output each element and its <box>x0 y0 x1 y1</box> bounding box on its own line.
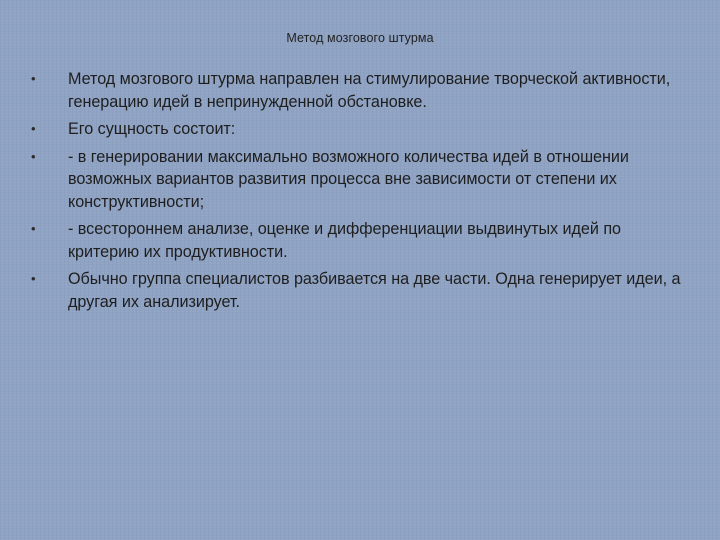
bullet-item <box>31 118 691 141</box>
bullet-icon: • <box>31 71 36 86</box>
bullet-text: Его сущность состоит: <box>68 120 236 138</box>
bullet-item <box>31 268 691 313</box>
bullet-text: - в генерировании максимально возможного количества идей в отношении возможных вариантов развития процесса вне зависимости от степени их конструктивности; <box>68 147 629 211</box>
bullet-icon: • <box>31 271 36 286</box>
bullet-item <box>31 218 691 263</box>
bullet-icon: • <box>31 221 36 236</box>
bullet-text: Метод мозгового штурма направлен на стимулирование творческой активности, генерацию идей в непринужденной обстановке. <box>68 70 671 111</box>
bullet-item <box>31 68 691 113</box>
bullet-text: - всестороннем анализе, оценке и дифференциации выдвинутых идей по критерию их продуктивности. <box>68 220 621 261</box>
bullet-icon: • <box>31 121 36 136</box>
bullet-list <box>31 68 691 318</box>
bullet-item <box>31 146 691 214</box>
slide-title: Метод мозгового штурма <box>286 31 434 45</box>
bullet-text: Обычно группа специалистов разбивается на две части. Одна генерирует идеи, а другая их анализирует. <box>68 270 681 311</box>
bullet-icon: • <box>31 148 36 164</box>
